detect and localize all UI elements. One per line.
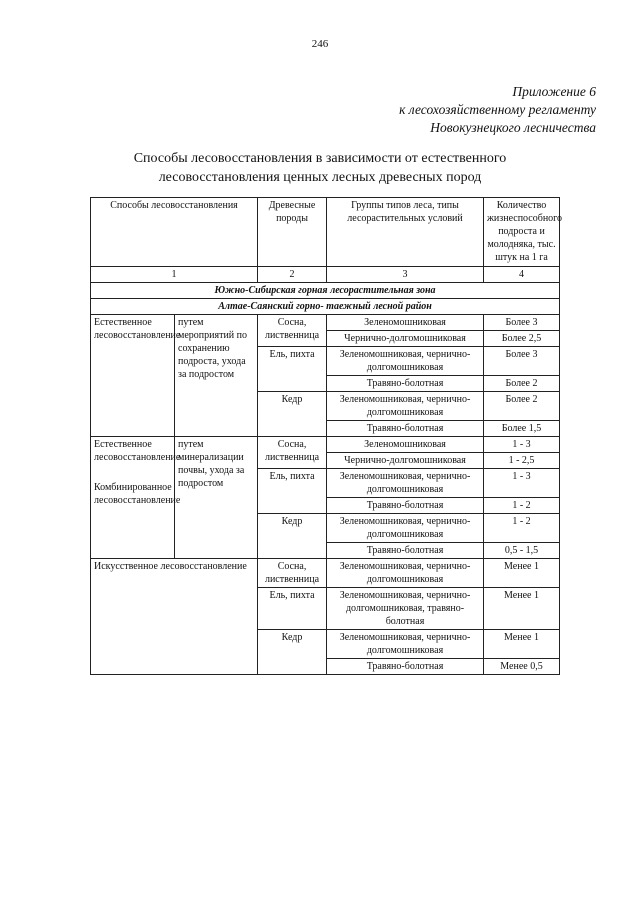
appendix-caption <box>399 83 596 137</box>
appendix-line-3: Новокузнецкого лесничества <box>430 120 596 135</box>
table-row <box>91 437 560 453</box>
quantity-cell: Более 1,5 <box>484 421 560 437</box>
species-cell: Кедр <box>258 514 327 559</box>
species-cell: Сосна, лиственница <box>258 559 327 588</box>
group-cell: Травяно-болотная <box>327 543 484 559</box>
quantity-cell: 1 - 2,5 <box>484 453 560 469</box>
table-row <box>91 315 560 331</box>
group-cell: Зеленомошниковая <box>327 437 484 453</box>
table-header-row <box>91 198 560 267</box>
group-cell: Чернично-долгомошниковая <box>327 453 484 469</box>
header-species: Древесные породы <box>258 198 327 267</box>
species-cell: Ель, пихта <box>258 588 327 630</box>
group-cell: Зеленомошниковая, чернично-долгомошниковая, травяно-болотная <box>327 588 484 630</box>
spacer <box>94 464 171 481</box>
quantity-cell: Менее 1 <box>484 588 560 630</box>
group-cell: Зеленомошниковая, чернично-долгомошниковая <box>327 469 484 498</box>
method-combined: Комбинированное лесовосстановление <box>94 482 181 506</box>
region-name: Алтае-Саянский горно- таежный лесной район <box>91 299 560 315</box>
species-cell: Кедр <box>258 630 327 675</box>
quantity-cell: Менее 0,5 <box>484 659 560 675</box>
group-cell: Зеленомошниковая, чернично-долгомошниковая <box>327 347 484 376</box>
page-number: 246 <box>311 38 329 50</box>
quantity-cell: Более 2 <box>484 376 560 392</box>
group-cell: Травяно-болотная <box>327 659 484 675</box>
species-cell: Ель, пихта <box>258 347 327 392</box>
title-line-1: Способы лесовосстановления в зависимости от естественного <box>133 151 507 166</box>
appendix-line-1: Приложение 6 <box>512 84 596 99</box>
appendix-line-2: к лесохозяйственному регламенту <box>399 102 596 117</box>
group-cell: Зеленомошниковая, чернично-долгомошниковая <box>327 514 484 543</box>
quantity-cell: Менее 1 <box>484 559 560 588</box>
method-detail-cell: путем минерализации почвы, ухода за подростом <box>175 437 258 559</box>
document-title <box>90 149 550 187</box>
quantity-cell: Более 3 <box>484 347 560 376</box>
method-natural: Естественное лесовосстановление <box>94 439 181 463</box>
species-cell: Ель, пихта <box>258 469 327 514</box>
quantity-cell: 1 - 2 <box>484 498 560 514</box>
group-cell: Зеленомошниковая, чернично-долгомошниковая <box>327 630 484 659</box>
group-cell: Травяно-болотная <box>327 421 484 437</box>
zone-name: Южно-Сибирская горная лесорастительная зона <box>91 283 560 299</box>
quantity-cell: Менее 1 <box>484 630 560 659</box>
header-groups: Группы типов леса, типы лесорастительных условий <box>327 198 484 267</box>
method-cell: Естественное лесовосстановление <box>91 315 175 437</box>
group-cell: Зеленомошниковая <box>327 315 484 331</box>
group-cell: Зеленомошниковая, чернично-долгомошниковая <box>327 392 484 421</box>
quantity-cell: Более 3 <box>484 315 560 331</box>
method-cell: Искусственное лесовосстановление <box>91 559 258 675</box>
col-number-3: 3 <box>327 267 484 283</box>
method-detail-cell: путем мероприятий по сохранению подроста, ухода за подростом <box>175 315 258 437</box>
title-line-2: лесовосстановления ценных лесных древесных пород <box>158 170 482 185</box>
region-row <box>91 299 560 315</box>
col-number-2: 2 <box>258 267 327 283</box>
quantity-cell: 1 - 2 <box>484 514 560 543</box>
header-quantity: Количество жизнеспособного подроста и молодняка, тыс. штук на 1 га <box>484 198 560 267</box>
col-number-4: 4 <box>484 267 560 283</box>
quantity-cell: 1 - 3 <box>484 469 560 498</box>
zone-row <box>91 283 560 299</box>
col-number-1: 1 <box>91 267 258 283</box>
table-row <box>91 559 560 588</box>
species-cell: Сосна, лиственница <box>258 315 327 347</box>
quantity-cell: Более 2,5 <box>484 331 560 347</box>
method-cell <box>91 437 181 559</box>
header-methods: Способы лесовосстановления <box>91 198 258 267</box>
quantity-cell: 1 - 3 <box>484 437 560 453</box>
quantity-cell: Более 2 <box>484 392 560 421</box>
group-cell: Чернично-долгомошниковая <box>327 331 484 347</box>
group-cell: Травяно-болотная <box>327 376 484 392</box>
group-cell: Зеленомошниковая, чернично-долгомошниковая <box>327 559 484 588</box>
reforestation-table <box>90 197 563 675</box>
column-number-row <box>91 267 560 283</box>
group-cell: Травяно-болотная <box>327 498 484 514</box>
species-cell: Сосна, лиственница <box>258 437 327 469</box>
species-cell: Кедр <box>258 392 327 437</box>
quantity-cell: 0,5 - 1,5 <box>484 543 560 559</box>
